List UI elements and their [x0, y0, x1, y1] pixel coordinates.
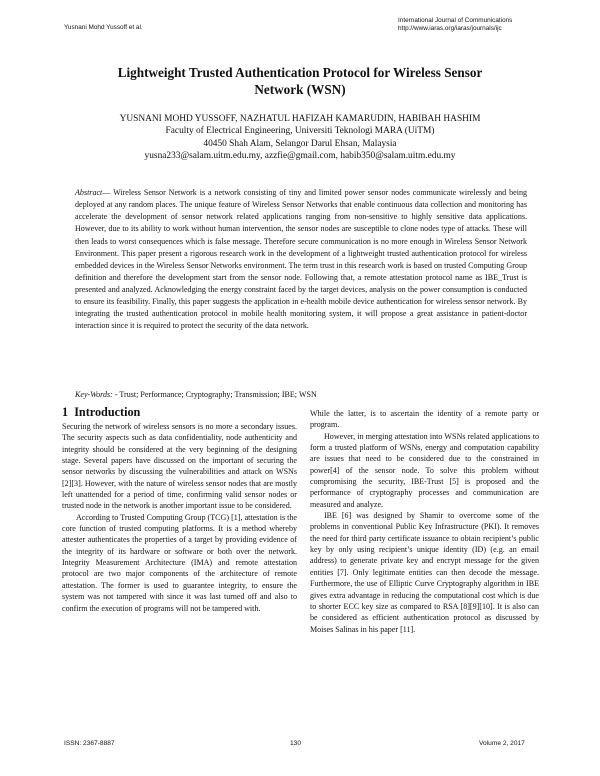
author-emails: yusna233@salam.uitm.edu.my, azzfie@gmail.com, habib350@salam.uitm.edu.my [144, 151, 456, 162]
paragraph: Securing the network of wireless sensors is no more a secondary issues. The security aspects such as data confidentiality, node authenticity and integrity should be considered at the very beginning of the designing stage. Several papers have discussed on the important of securing the sensor networks by discussing the vulnerabilities and attack on WSNs [2][3]. However, with the nature of wireless sensor nodes that are mostly left unattended for a period of time, confirming valid sensor nodes or trusted node in the network is another important issue to be considered. [62, 422, 297, 511]
author-block [60, 113, 540, 163]
paper-title [60, 65, 540, 98]
author-address: 40450 Shah Alam, Selangor Darul Ehsan, Malaysia [203, 138, 397, 149]
title-line-1: Lightweight Trusted Authentication Protocol for Wireless Sensor [117, 65, 483, 80]
abstract-text: Wireless Sensor Network is a network consisting of tiny and limited power sensor nodes communicate wirelessly and being deployed at any random places. The unique feature of Wireless Sensor Networks that enable continuous data collection and monitoring has accelerate the development of sensor network related applications ranging from non-sensitive to highly sensitive data applications. However, due to its ability to work without human intervention, the sensor nodes are susceptible to clone nodes type of attacks. These will then leads to worst consequences which is false message. Therefore secure communication is no more enough in Wireless Sensor Network Environment. This paper present a rigorous research work in the development of a lightweight trusted authentication protocol for wireless embedded devices in the Wireless Sensor Networks environment. The term trust in this research work is based on trusted Computing Group definition and therefore the development start from the sensor node. Following that, a remote attestation protocol name as IBE_Trust is presented and analyzed. Acknowledging the energy constraint faced by the target devices, analysis on the power consumption is conducted to ensure its feasibility. Finally, this paper suggests the application in e-health mobile device authentication for wireless sensor network. By integrating the trusted authentication protocol in mobile health monitoring system, it will propose a great assistance in patient-doctor interaction since it is required to protect the security of the data network. [75, 188, 527, 331]
paragraph: According to Trusted Computing Group (TCG) [1], attestation is the core function of trusted computing platforms. It is a method whereby attester authenticates the properties of a target by providing evidence of the integrity of its hardware or software or both over the network. Integrity Measurement Architecture (IMA) and remote attestation protocol are two major components of the architecture of remote attestation. The former is used to guarantee integrity, to ensure the system was not tampered with since it was last turned off and also to confirm the execution of programs will not be tampered with. [62, 512, 297, 613]
abstract-label: Abstract [75, 188, 103, 197]
section-number: 1 [62, 405, 69, 419]
right-column [310, 408, 539, 635]
left-column [62, 421, 297, 614]
footer-page-number: 130 [290, 740, 302, 747]
author-names: YUSNANI MOHD YUSSOFF, NAZHATUL HAFIZAH KAMARUDIN, HABIBAH HASHIM [119, 114, 481, 124]
author-affiliation: Faculty of Electrical Engineering, Universiti Teknologi MARA (UiTM) [165, 126, 435, 137]
section-heading [62, 405, 140, 420]
title-line-2: Network (WSN) [254, 81, 346, 97]
keywords-text: - Trust; Performance; Cryptography; Transmission; IBE; WSN [112, 390, 317, 399]
section-title: Introduction [74, 405, 141, 419]
abstract [75, 187, 527, 333]
journal-name: International Journal of Communications [398, 17, 513, 24]
running-header-authors: Yusnani Mohd Yussoff et al. [64, 24, 143, 31]
paragraph: IBE [6] was designed by Shamir to overcome some of the problems in conventional Public Key Infrastructure (PKI). It removes the need for third party certificate issuance to obtain recipient’s public key by only using recipient’s unique identity (ID) (e.g. an email address) to generate private key and encrypt message for the given entities [7]. Only legitimate entities can then decode the message. Furthermore, the use of Elliptic Curve Cryptography algorithm in IBE gives extra advantage in reducing the computational cost which is due to shorter ECC key size as compared to RSA [8][9][10]. It is also can be considered as efficient authentication protocol as discussed by Moises Salinas in his paper [11]. [310, 511, 539, 634]
journal-url: http://www.iaras.org/iaras/journals/ijc [398, 25, 502, 33]
paragraph: However, in merging attestation into WSNs related applications to form a trusted platform of WSNs, energy and computation capability are issues that need to be considered due to the constrained in power[4] of the sensor node. To solve this problem without compromising the security, IBE-Trust [5] is proposed and the performance of cryptography processes and communication are measured and analyze. [310, 431, 539, 509]
keywords [75, 389, 527, 400]
running-header-journal [398, 17, 512, 34]
footer-volume: Volume 2, 2017 [479, 740, 525, 747]
footer-issn: ISSN: 2367-8887 [64, 740, 115, 747]
keywords-label: Key-Words: [75, 390, 113, 399]
abstract-dash: — [102, 188, 114, 197]
paragraph: While the latter, is to ascertain the identity of a remote party or program. [310, 409, 539, 430]
